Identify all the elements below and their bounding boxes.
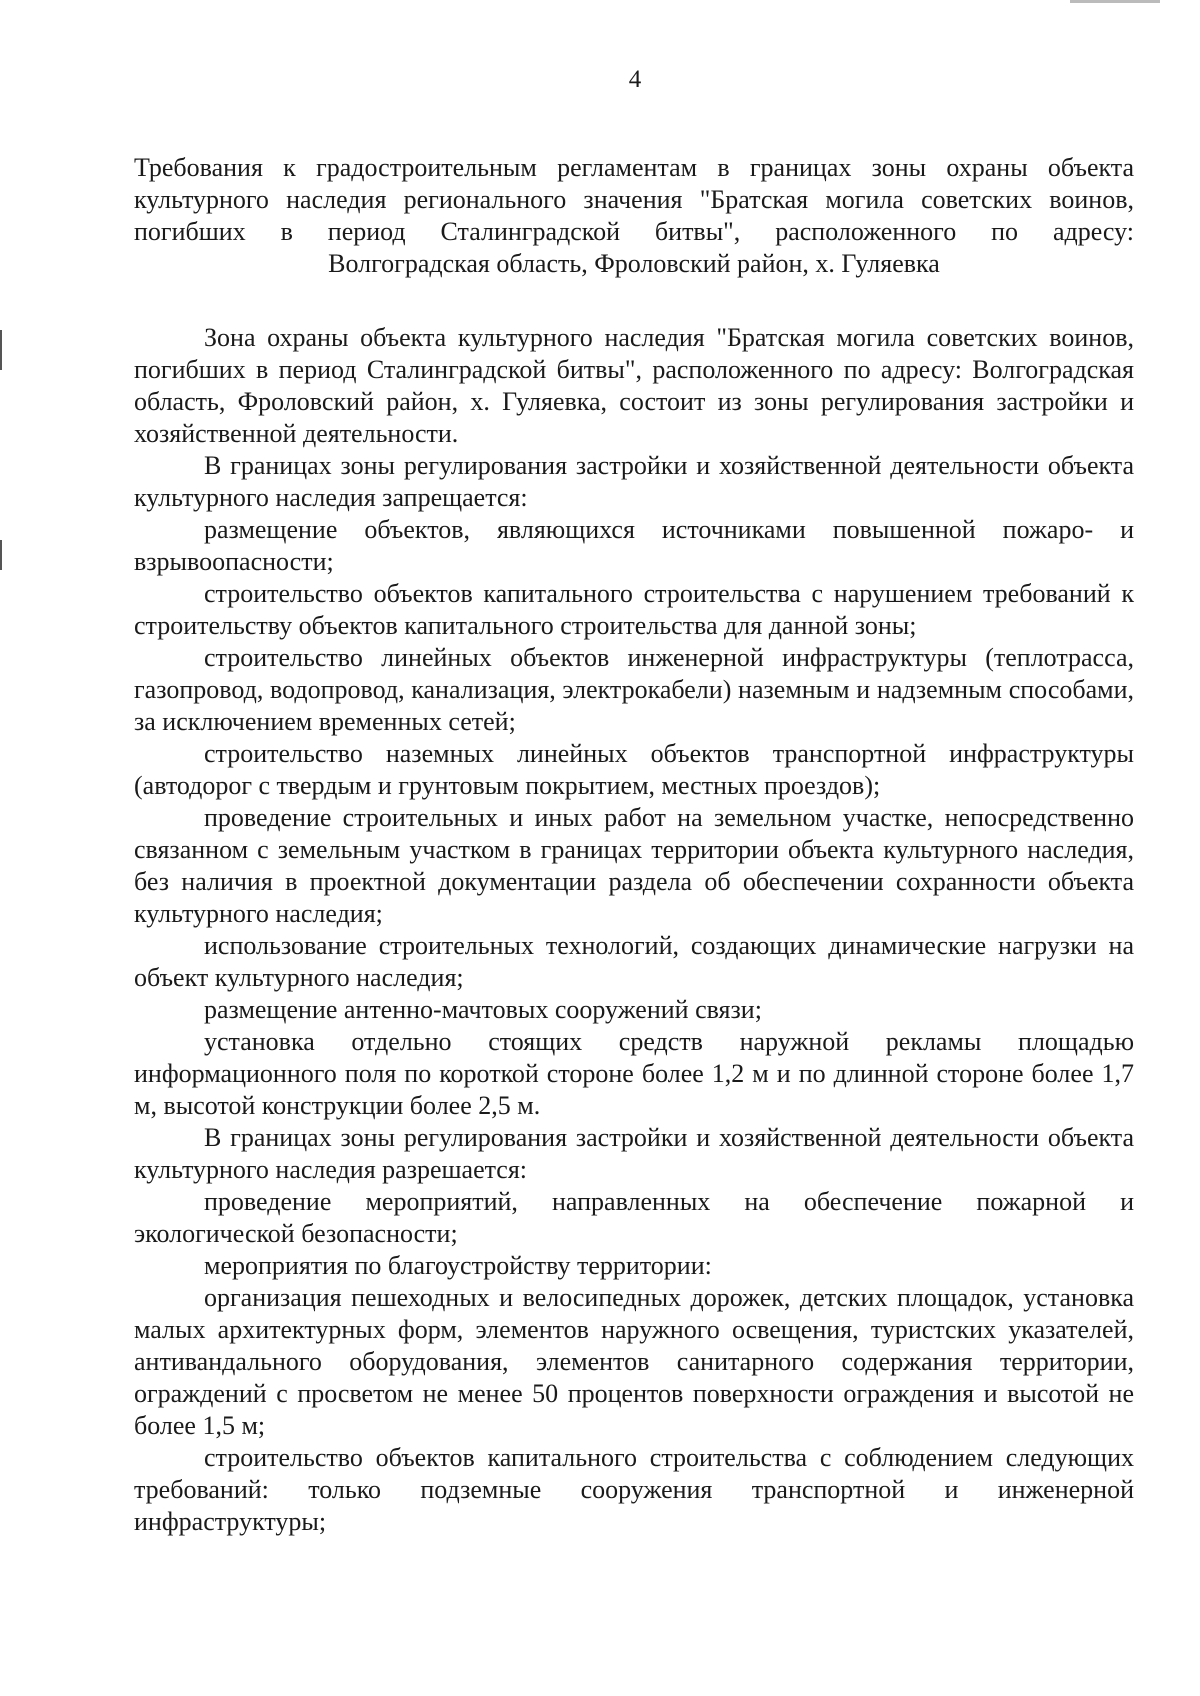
heading-line: погибших в период Сталинградской битвы", расположенного по адресу: bbox=[134, 217, 1134, 246]
paragraph: использование строительных технологий, создающих динамические нагрузки на объект культурного наследия; bbox=[134, 931, 1134, 992]
scan-edge-mark bbox=[0, 330, 2, 370]
scan-edge-mark bbox=[0, 540, 2, 570]
paragraph: строительство объектов капитального строительства с нарушением требований к строительству объектов капитального строительства для данной зоны; bbox=[134, 579, 1134, 640]
paragraph: установка отдельно стоящих средств наружной рекламы площадью информационного поля по короткой стороне более 1,2 м и по длинной стороне более 1,7 м, высотой конструкции более 2,5 м. bbox=[134, 1027, 1134, 1120]
paragraph: строительство линейных объектов инженерной инфраструктуры (теплотрасса, газопровод, водопровод, канализация, электрокабели) наземным и надземным способами, за исключением временных сетей; bbox=[134, 643, 1134, 736]
paragraph: строительство наземных линейных объектов транспортной инфраструктуры (автодорог с твердым и грунтовым покрытием, местных проездов); bbox=[134, 739, 1134, 800]
heading-line: Волгоградская область, Фроловский район, х. Гуляевка bbox=[328, 249, 940, 278]
page-number: 4 bbox=[628, 66, 642, 93]
document-heading bbox=[134, 152, 1134, 280]
paragraph: мероприятия по благоустройству территории: bbox=[204, 1251, 712, 1280]
paragraph: проведение строительных и иных работ на земельном участке, непосредственно связанном с земельным участком в границах территории объекта культурного наследия, без наличия в проектной документации раздела об обеспечении сохранности объекта культурного наследия; bbox=[134, 803, 1134, 928]
paragraph: проведение мероприятий, направленных на обеспечение пожарной и экологической безопасности; bbox=[134, 1187, 1134, 1248]
document-content bbox=[134, 152, 1134, 1538]
paragraph: В границах зоны регулирования застройки и хозяйственной деятельности объекта культурного наследия разрешается: bbox=[134, 1123, 1134, 1184]
paragraph: В границах зоны регулирования застройки и хозяйственной деятельности объекта культурного наследия запрещается: bbox=[134, 451, 1134, 512]
paragraph: размещение объектов, являющихся источниками повышенной пожаро- и взрывоопасности; bbox=[134, 515, 1134, 576]
paragraph: строительство объектов капитального строительства с соблюдением следующих требований: только подземные сооружения транспортной и инженерной инфраструктуры; bbox=[134, 1443, 1134, 1536]
scan-corner-mark bbox=[1070, 0, 1160, 3]
heading-line: культурного наследия регионального значения "Братская могила советских воинов, bbox=[134, 185, 1134, 214]
document-body bbox=[134, 322, 1134, 1538]
paragraph: размещение антенно-мачтовых сооружений связи; bbox=[204, 995, 762, 1024]
heading-line: Требования к градостроительным регламентам в границах зоны охраны объекта bbox=[134, 153, 1134, 182]
paragraph: Зона охраны объекта культурного наследия "Братская могила советских воинов, погибших в период Сталинградской битвы", расположенного по адресу: Волгоградская область, Фроловский район, х. Гуляевка, состоит из зоны регулирования застройки и хозяйственной деятельности. bbox=[134, 323, 1134, 448]
paragraph: организация пешеходных и велосипедных дорожек, детских площадок, установка малых архитектурных форм, элементов наружного освещения, туристских указателей, антивандального оборудования, элементов санитарного содержания территории, ограждений с просветом не менее 50 процентов поверхности ограждения и высотой не более 1,5 м; bbox=[134, 1283, 1134, 1440]
